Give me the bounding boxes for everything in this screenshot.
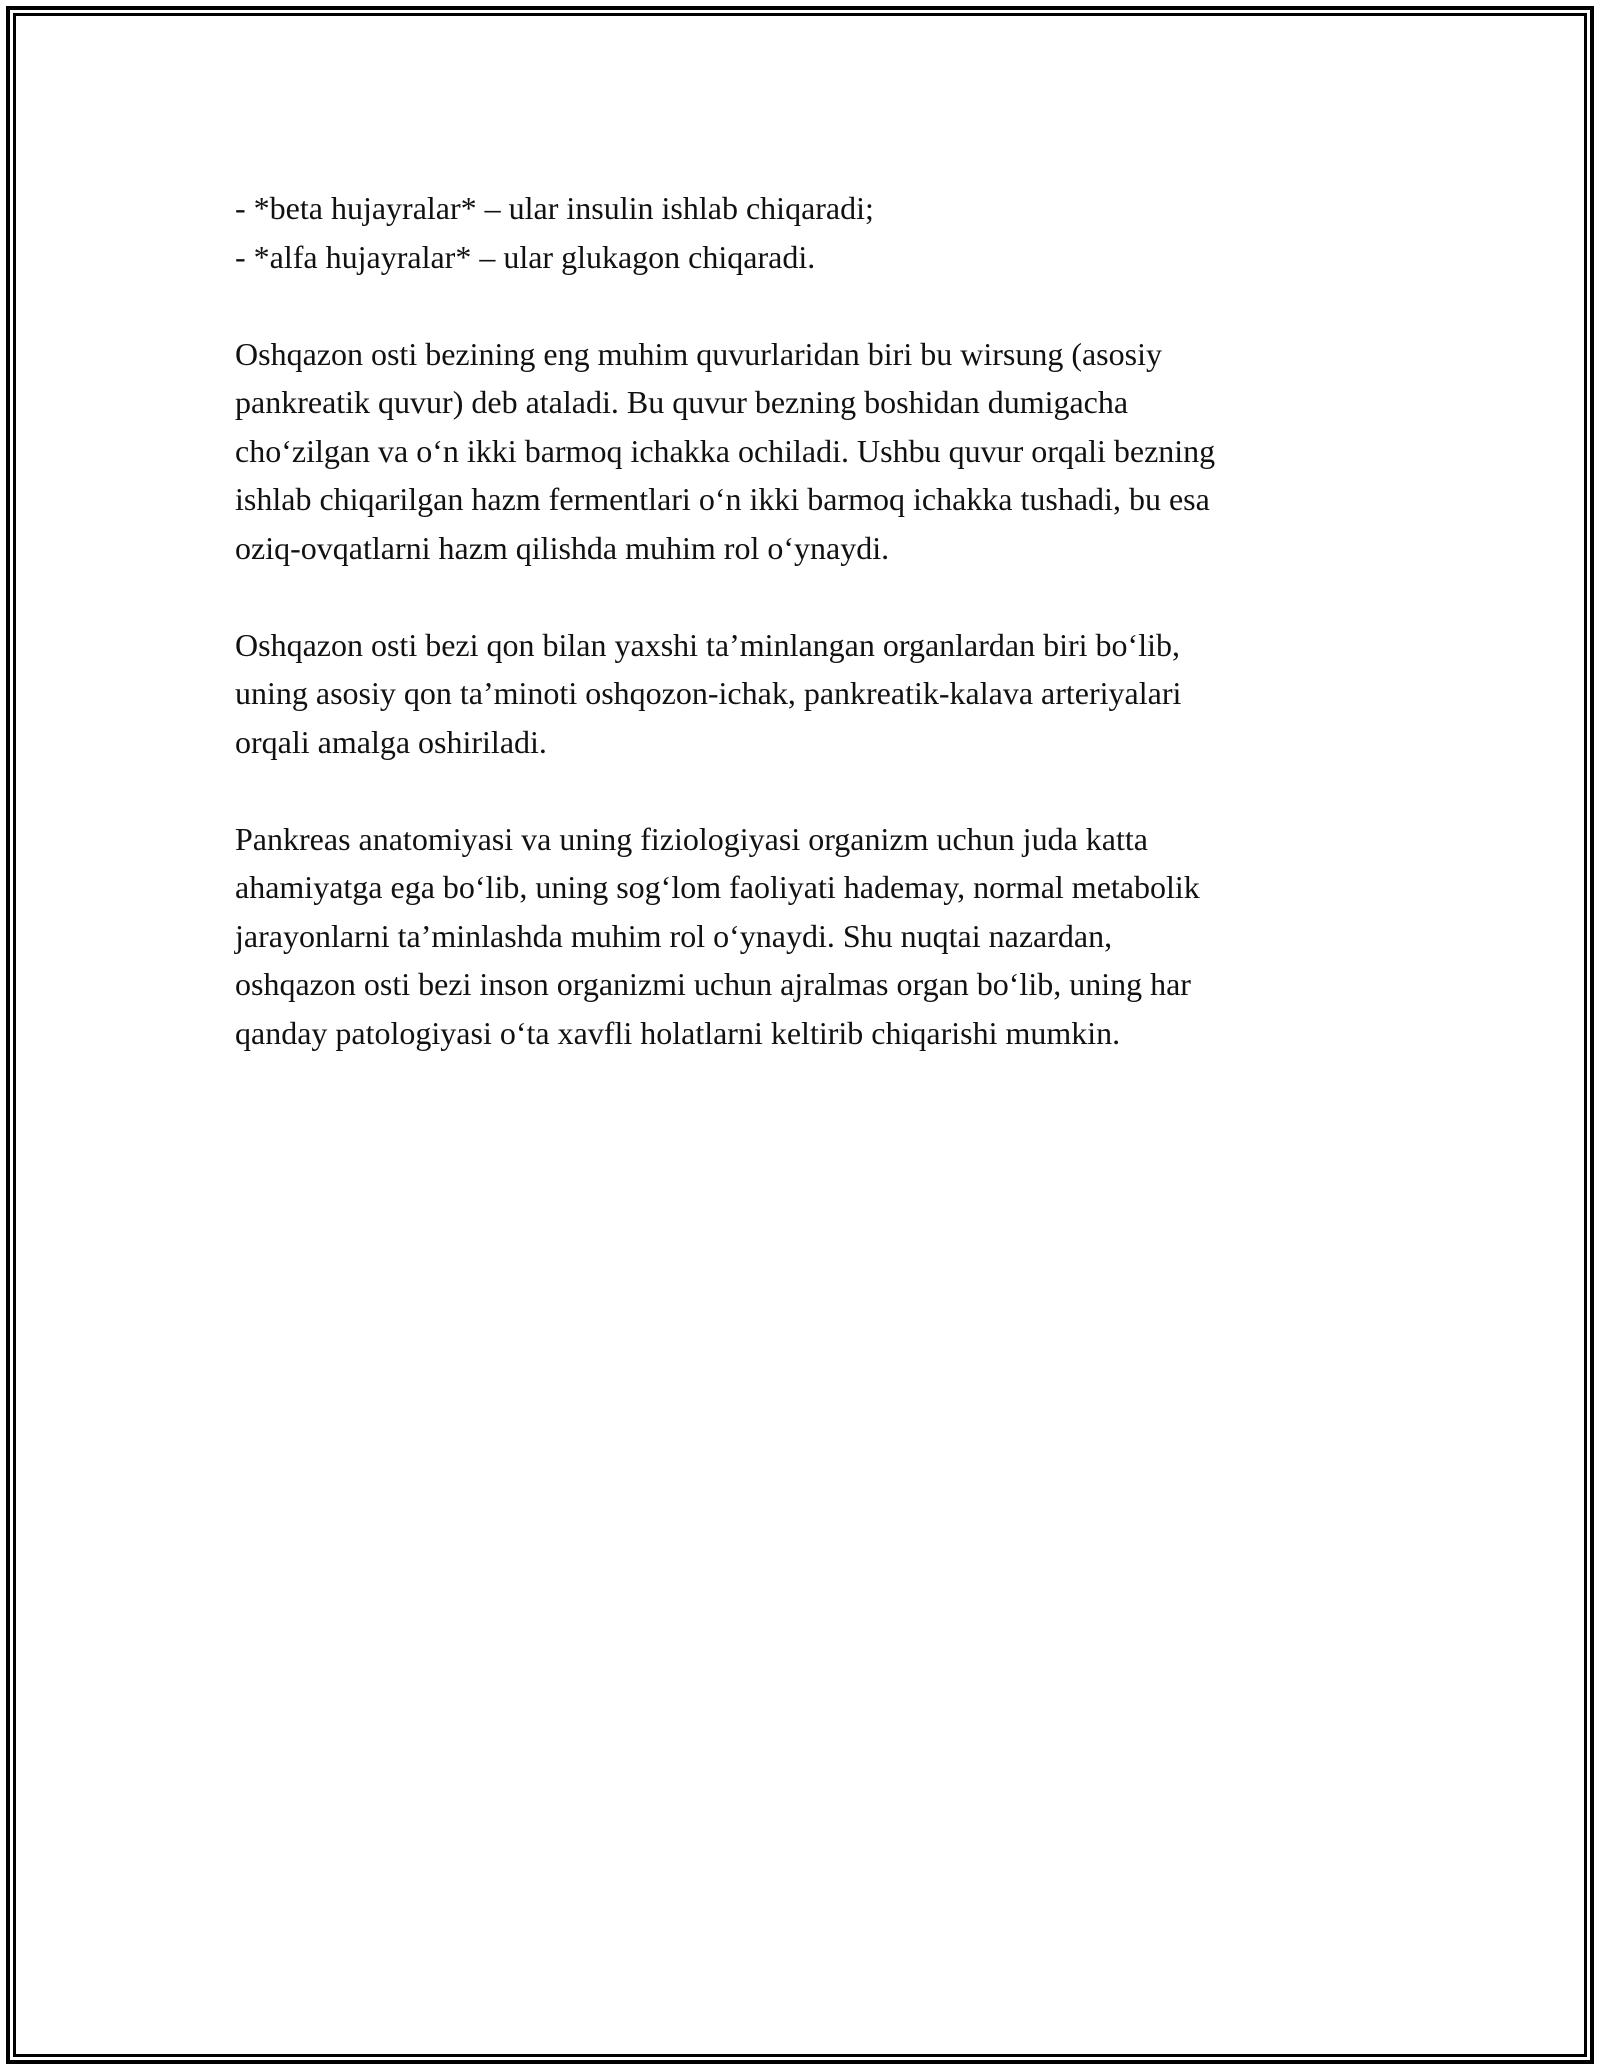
paragraph-line: pankreatik quvur) deb ataladi. Bu quvur bezning boshidan dumigacha	[235, 384, 1129, 420]
paragraph-line: Oshqazon osti bezi qon bilan yaxshi ta’minlangan organlardan biri bo‘lib,	[235, 626, 1180, 663]
paragraph-line: oziq-ovqatlarni hazm qilishda muhim rol o‘ynaydi.	[235, 529, 890, 566]
paragraph-line: oshqazon osti bezi inson organizmi uchun ajralmas organ bo‘lib, uning har	[235, 966, 1191, 1002]
paragraph-blood-supply	[235, 621, 1385, 767]
paragraph-line: ahamiyatga ega bo‘lib, uning sog‘lom faoliyati hademay, normal metabolik	[235, 869, 1200, 905]
paragraph-line: qanday patologiyasi o‘ta xavfli holatlarni keltirib chiqarishi mumkin.	[235, 1014, 1121, 1051]
paragraph-conclusion	[235, 815, 1385, 1058]
list-item-beta-cells: - *beta hujayralar* – ular insulin ishlab chiqaradi;	[235, 190, 874, 226]
paragraph-line: Pankreas anatomiyasi va uning fiziologiyasi organizm uchun juda katta	[235, 820, 1148, 857]
paragraph-line: ishlab chiqarilgan hazm fermentlari o‘n ikki barmoq ichakka tushadi, bu esa	[235, 481, 1210, 517]
paragraph-line: jarayonlarni ta’minlashda muhim rol o‘ynaydi. Shu nuqtai nazardan,	[235, 917, 1113, 954]
paragraph-wirsung-duct	[235, 330, 1385, 573]
cell-type-list	[235, 184, 1385, 281]
document-body	[235, 184, 1385, 1057]
paragraph-line: orqali amalga oshiriladi.	[235, 723, 547, 760]
list-item-alfa-cells: - *alfa hujayralar* – ular glukagon chiqaradi.	[235, 238, 816, 275]
paragraph-line: Oshqazon osti bezining eng muhim quvurlaridan biri bu wirsung (asosiy	[235, 335, 1162, 372]
paragraph-line: cho‘zilgan va o‘n ikki barmoq ichakka ochiladi. Ushbu quvur orqali bezning	[235, 432, 1216, 469]
paragraph-line: uning asosiy qon ta’minoti oshqozon-ichak, pankreatik-kalava arteriyalari	[235, 675, 1182, 711]
